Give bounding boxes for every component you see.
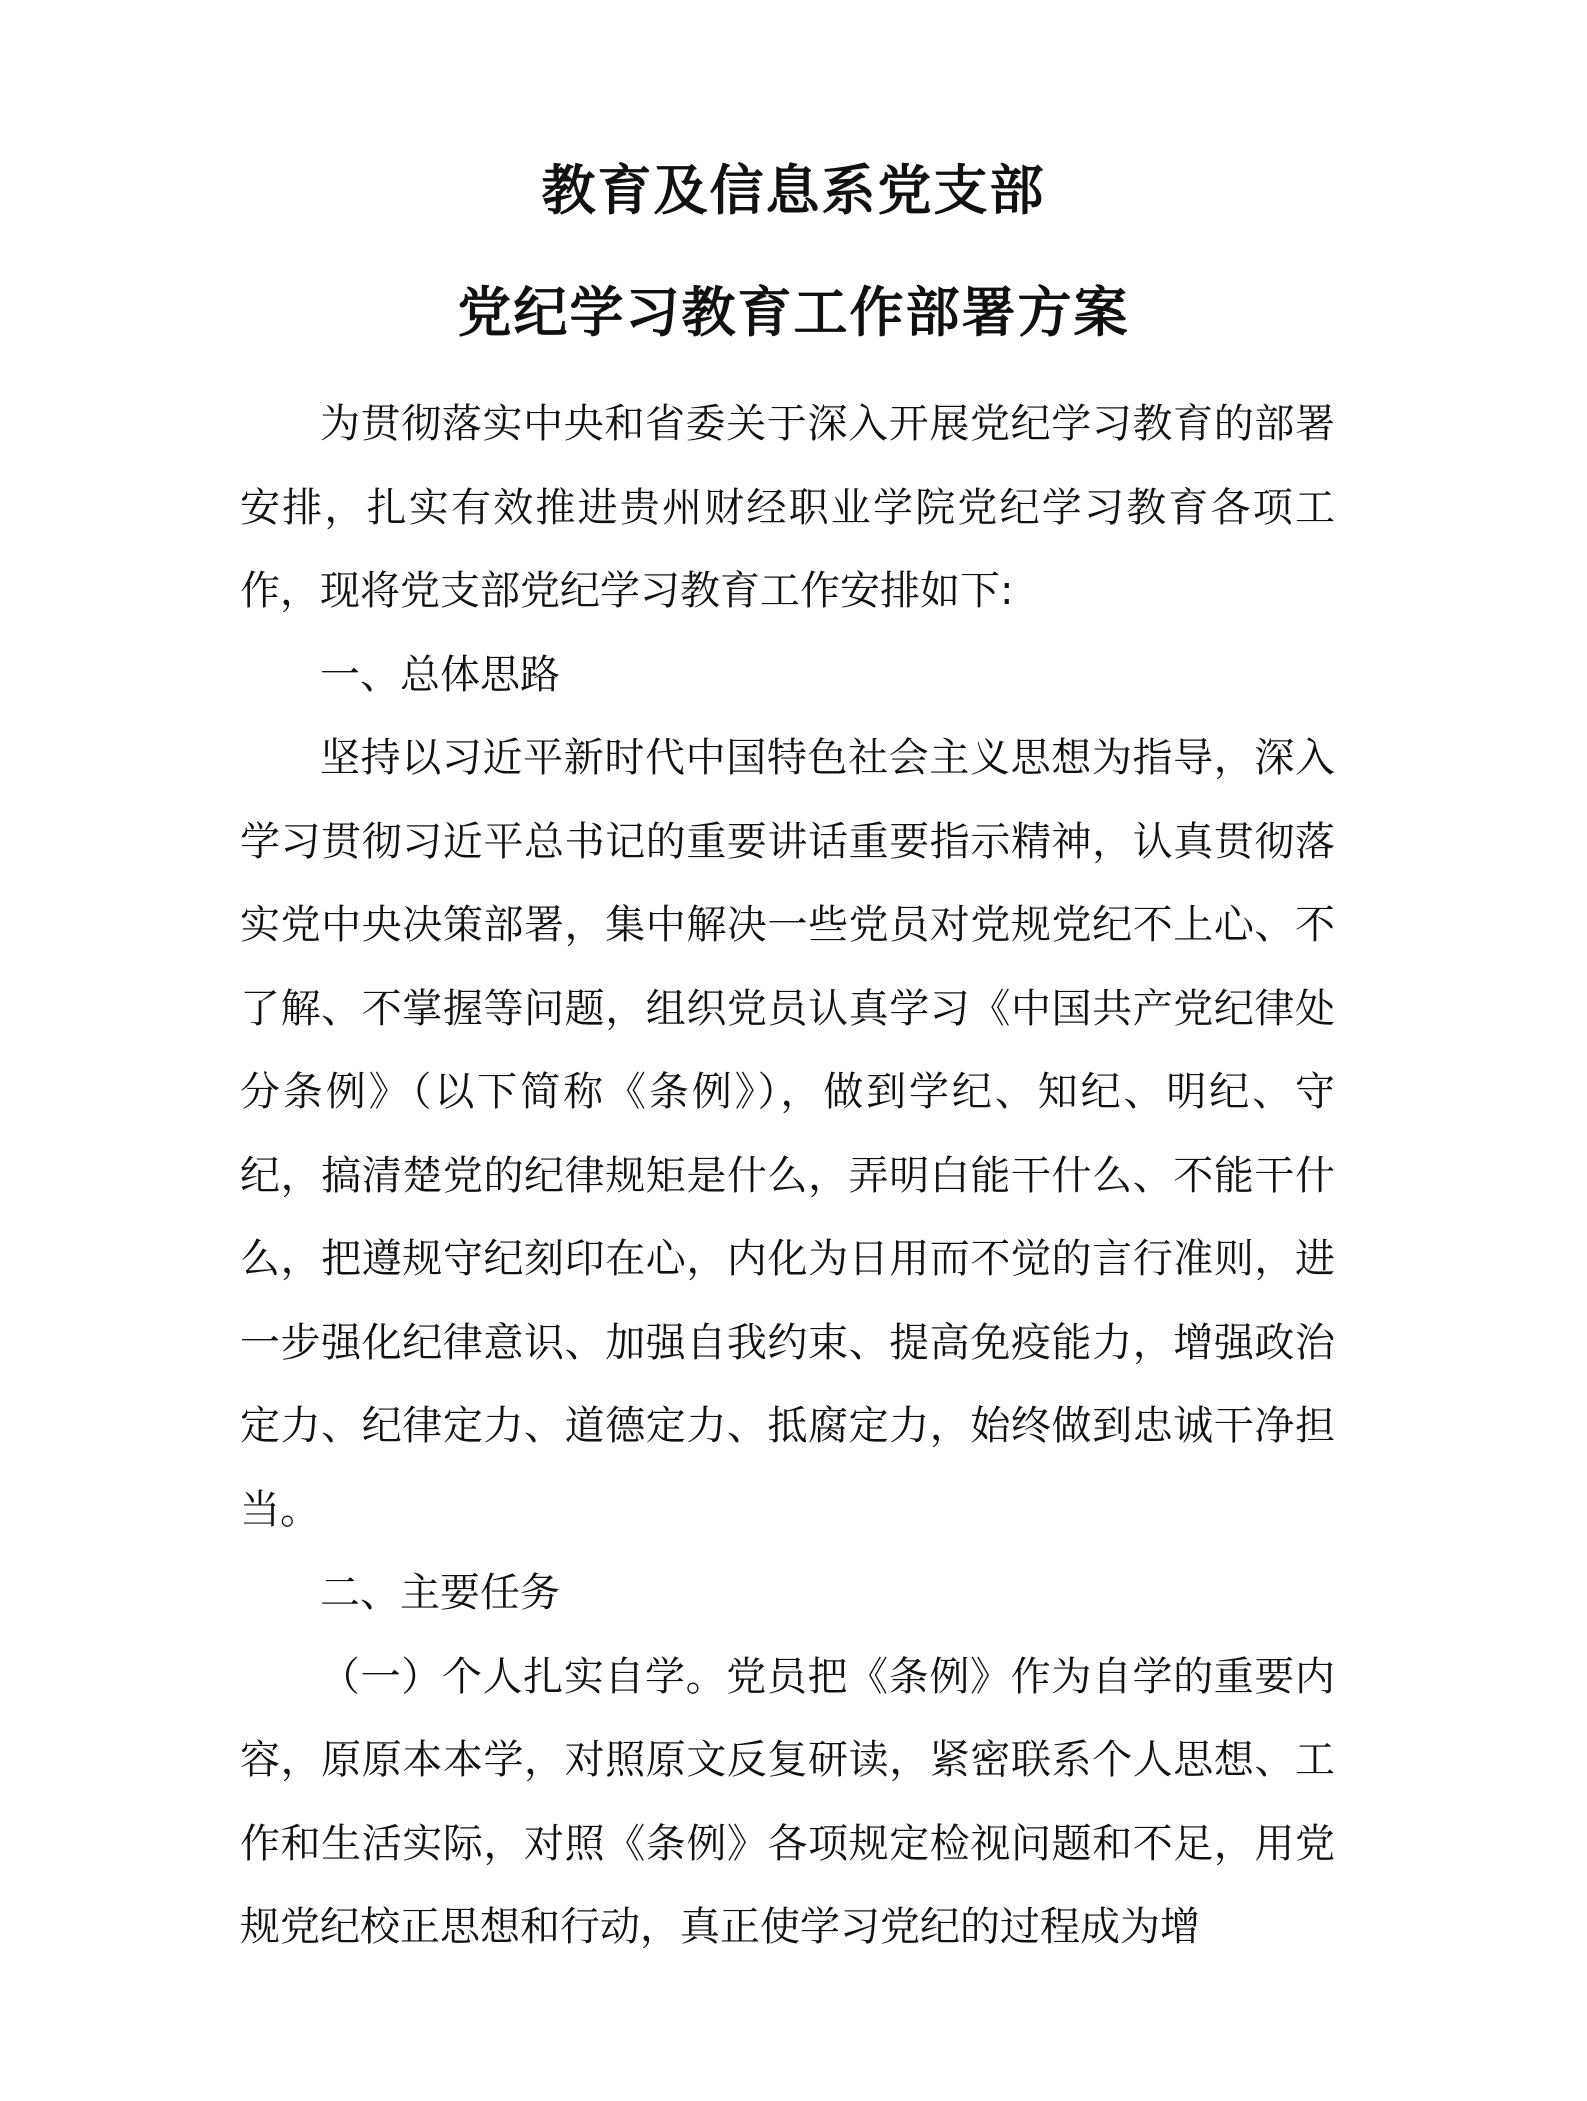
document-title-line-1: 教育及信息系党支部 [541,158,1046,222]
section-heading-main-tasks: 二、主要任务 [320,1570,560,1616]
section-heading-overall-approach: 一、总体思路 [320,651,560,698]
document-body [240,383,1335,1970]
intro-paragraph: 为贯彻落实中央和省委关于深入开展党纪学习教育的部署安排，扎实有效推进贵州财经职业学院党纪学习教育各项工作，现将党支部党纪学习教育工作安排如下: [240,401,1335,614]
overall-approach-paragraph: 坚持以习近平新时代中国特色社会主义思想为指导，深入学习贯彻习近平总书记的重要讲话重要指示精神，认真贯彻落实党中央决策部署，集中解决一些党员对党规党纪不上心、不了解、不掌握等问题，组织党员认真学习《中国共产党纪律处分条例》（以下简称《条例》），做到学纪、知纪、明纪、守纪，搞清楚党的纪律规矩是什么，弄明白能干什么、不能干什么，把遵规守纪刻印在心，内化为日用而不觉的言行准则，进一步强化纪律意识、加强自我约束、提高免疫能力，增强政治定力、纪律定力、道德定力、抵腐定力，始终做到忠诚干净担当。 [240,735,1335,1533]
task-one-paragraph: （一）个人扎实自学。党员把《条例》作为自学的重要内容，原原本本学，对照原文反复研读，紧密联系个人思想、工作和生活实际，对照《条例》各项规定检视问题和不足，用党规党纪校正思想和行动，真正使学习党纪的过程成为增 [240,1653,1335,1950]
document-title-line-2: 党纪学习教育工作部署方案 [457,280,1130,344]
